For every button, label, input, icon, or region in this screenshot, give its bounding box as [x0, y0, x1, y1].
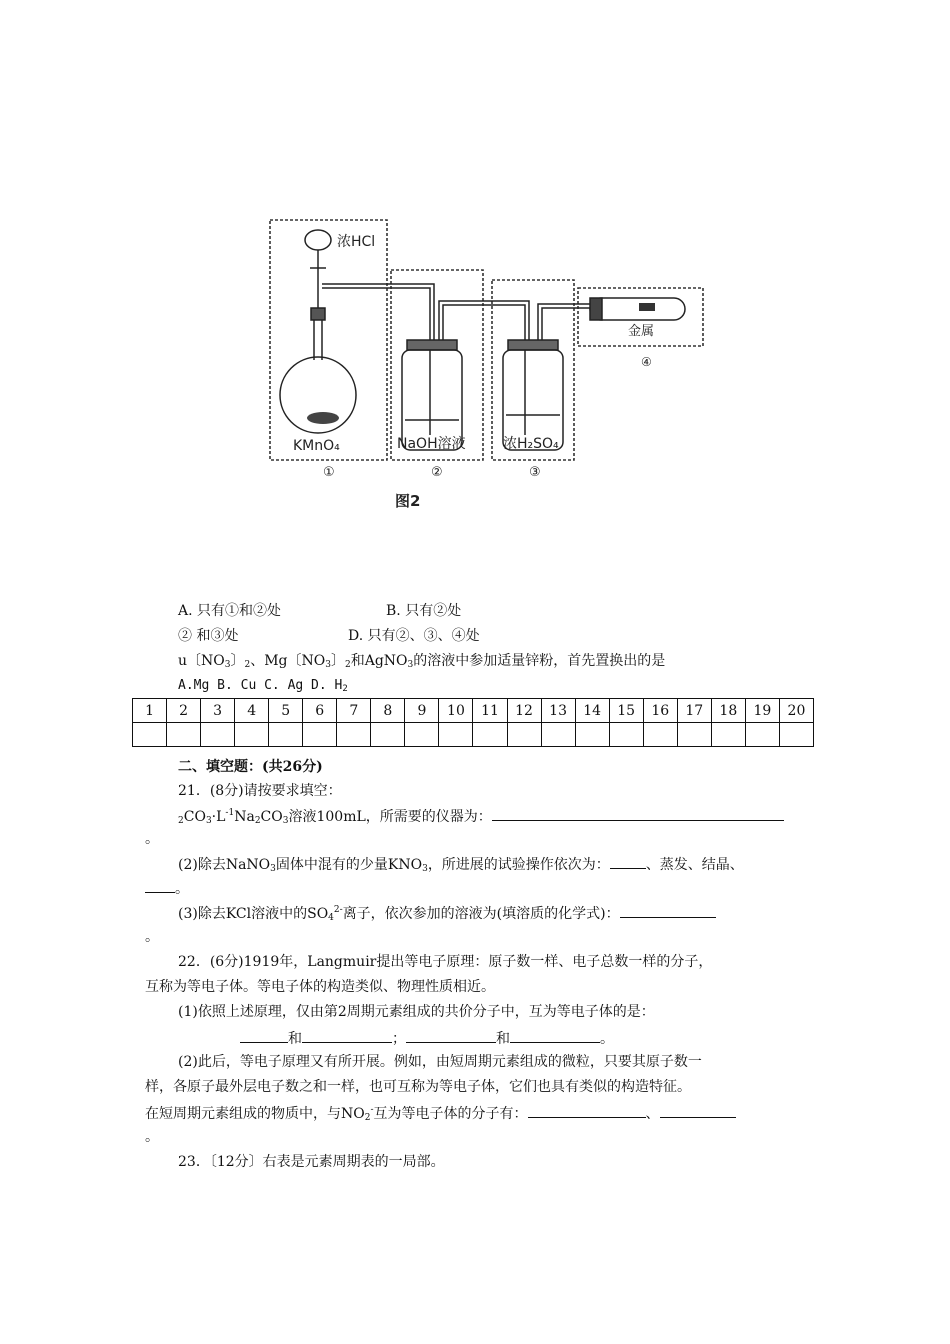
- answer-col-number: 7: [337, 699, 371, 723]
- q21-line2: (2)除去NaNO$_3$固体中混有的少量$KNO_3$，所进展的试验操作依次为： 、蒸发、结晶、: [178, 854, 744, 874]
- answer-col-number: 4: [235, 699, 269, 723]
- answer-col-number: 15: [609, 699, 643, 723]
- answer-cell[interactable]: [337, 723, 371, 747]
- answer-col-number: 2: [167, 699, 201, 723]
- answer-col-number: 10: [439, 699, 473, 723]
- q23-line1: 23．〔12分〕右表是元素周期表的一局部。: [178, 1154, 445, 1170]
- answer-cell[interactable]: [575, 723, 609, 747]
- q22-line7: 在短周期元素组成的物质中，与$NO_2^-$互为等电子体的分子有： 、: [145, 1103, 736, 1123]
- label-hcl: 浓HCl: [337, 234, 376, 250]
- q20-stem: u〔$NO_3$〕$_2$、Mg〔$NO_3$〕$_2$和AgNO$_3$的溶液中参加适量锌粉，首先置换出的是: [178, 653, 666, 670]
- section-title: 二、填空题：(共26分): [178, 759, 323, 775]
- answer-col-number: 16: [643, 699, 677, 723]
- answer-cell[interactable]: [507, 723, 541, 747]
- label-copper: 金属: [628, 324, 655, 339]
- answer-cell[interactable]: [779, 723, 813, 747]
- answer-col-number: 17: [677, 699, 711, 723]
- answer-col-number: 8: [371, 699, 405, 723]
- option-d: D. 只有②、③、④处: [348, 628, 480, 644]
- q22-line1: 22．(6分)1919年，Langmuir提出等电子原理：原子数一样、电子总数一样的分子，: [178, 954, 713, 970]
- answer-col-number: 20: [779, 699, 813, 723]
- q21-period-3: 。: [145, 929, 159, 945]
- answer-cell[interactable]: [167, 723, 201, 747]
- answer-cell[interactable]: [541, 723, 575, 747]
- q21-period-1: 。: [145, 831, 159, 847]
- answer-cell[interactable]: [745, 723, 779, 747]
- q22-line4: 和 ； 和 。: [240, 1028, 614, 1048]
- answer-cell[interactable]: [473, 723, 507, 747]
- q22-line6: 样，各原子最外层电子数之和一样，也可互称为等电子体，它们也具有类似的构造特征。: [145, 1079, 691, 1095]
- answer-cell[interactable]: [643, 723, 677, 747]
- q20-options: A.Mg B. Cu C. Ag D. $H_2$: [178, 678, 348, 694]
- figure-caption: 图2: [395, 492, 421, 510]
- answer-cell[interactable]: [269, 723, 303, 747]
- answer-cell[interactable]: [371, 723, 405, 747]
- answer-col-number: 12: [507, 699, 541, 723]
- apparatus-diagram: [255, 180, 725, 520]
- q22-blank-6[interactable]: [660, 1103, 736, 1118]
- q22-line2: 互称为等电子体。等电子体的构造类似、物理性质相近。: [145, 979, 495, 995]
- answer-col-number: 13: [541, 699, 575, 723]
- answer-col-number: 5: [269, 699, 303, 723]
- q21-line1: $_2CO_3\cdot L^{-1}Na_2CO_3$溶液100mL，所需要的仪器为：: [178, 806, 784, 826]
- answer-table-header-row: [133, 699, 814, 723]
- q22-blank-3[interactable]: [406, 1028, 496, 1043]
- unit-box-2: [391, 270, 483, 460]
- answer-cell[interactable]: [711, 723, 745, 747]
- answer-col-number: 9: [405, 699, 439, 723]
- option-b: B. 只有②处: [386, 603, 462, 619]
- q21-blank-1[interactable]: [492, 806, 784, 821]
- answer-col-number: 18: [711, 699, 745, 723]
- answer-col-number: 6: [303, 699, 337, 723]
- label-kmno4: KMnO₄: [293, 438, 340, 454]
- answer-cell[interactable]: [201, 723, 235, 747]
- q22-line3: (1)依照上述原理，仅由第2周期元素组成的共价分子中，互为等电子体的是：: [178, 1004, 655, 1020]
- answer-cell[interactable]: [405, 723, 439, 747]
- label-unit1: ①: [323, 465, 335, 480]
- q21-line3: (3)除去KCl溶液中的$SO_4^{2-}$离子，依次参加的溶液为(填溶质的化学式)：: [178, 903, 716, 923]
- answer-cell[interactable]: [677, 723, 711, 747]
- answer-cell[interactable]: [439, 723, 473, 747]
- q21-blank-4[interactable]: [620, 903, 716, 918]
- label-unit2: ②: [431, 465, 443, 480]
- q22-blank-2[interactable]: [302, 1028, 392, 1043]
- q21-line2b: 。: [145, 878, 189, 898]
- apparatus-figure: [255, 180, 725, 520]
- q21-blank-2[interactable]: [610, 854, 646, 869]
- unit-box-3: [492, 280, 574, 460]
- answer-col-number: 3: [201, 699, 235, 723]
- q22-blank-5[interactable]: [528, 1103, 646, 1118]
- answer-cell[interactable]: [235, 723, 269, 747]
- unit-box-1: [270, 220, 387, 460]
- option-a: A. 只有①和②处: [178, 603, 282, 619]
- label-naoh: NaOH溶液: [397, 436, 466, 452]
- q21-head: 21．(8分)请按要求填空：: [178, 783, 342, 799]
- q22-blank-4[interactable]: [510, 1028, 600, 1043]
- answer-table-input-row: [133, 723, 814, 747]
- q22-period: 。: [145, 1129, 159, 1145]
- option-c: ② 和③处: [178, 628, 239, 644]
- q22-line5: (2)此后，等电子原理又有所开展。例如，由短周期元素组成的微粒，只要其原子数一: [178, 1054, 702, 1070]
- answer-col-number: 1: [133, 699, 167, 723]
- label-h2so4: 浓H₂SO₄: [503, 436, 559, 452]
- answer-col-number: 19: [745, 699, 779, 723]
- answer-cell[interactable]: [609, 723, 643, 747]
- answer-col-number: 11: [473, 699, 507, 723]
- q22-blank-1[interactable]: [240, 1028, 288, 1043]
- label-unit3: ③: [529, 465, 541, 480]
- answer-col-number: 14: [575, 699, 609, 723]
- label-unit4: ④: [641, 355, 652, 369]
- answer-cell[interactable]: [133, 723, 167, 747]
- q21-blank-3[interactable]: [145, 878, 175, 893]
- answer-table: [132, 698, 814, 747]
- answer-cell[interactable]: [303, 723, 337, 747]
